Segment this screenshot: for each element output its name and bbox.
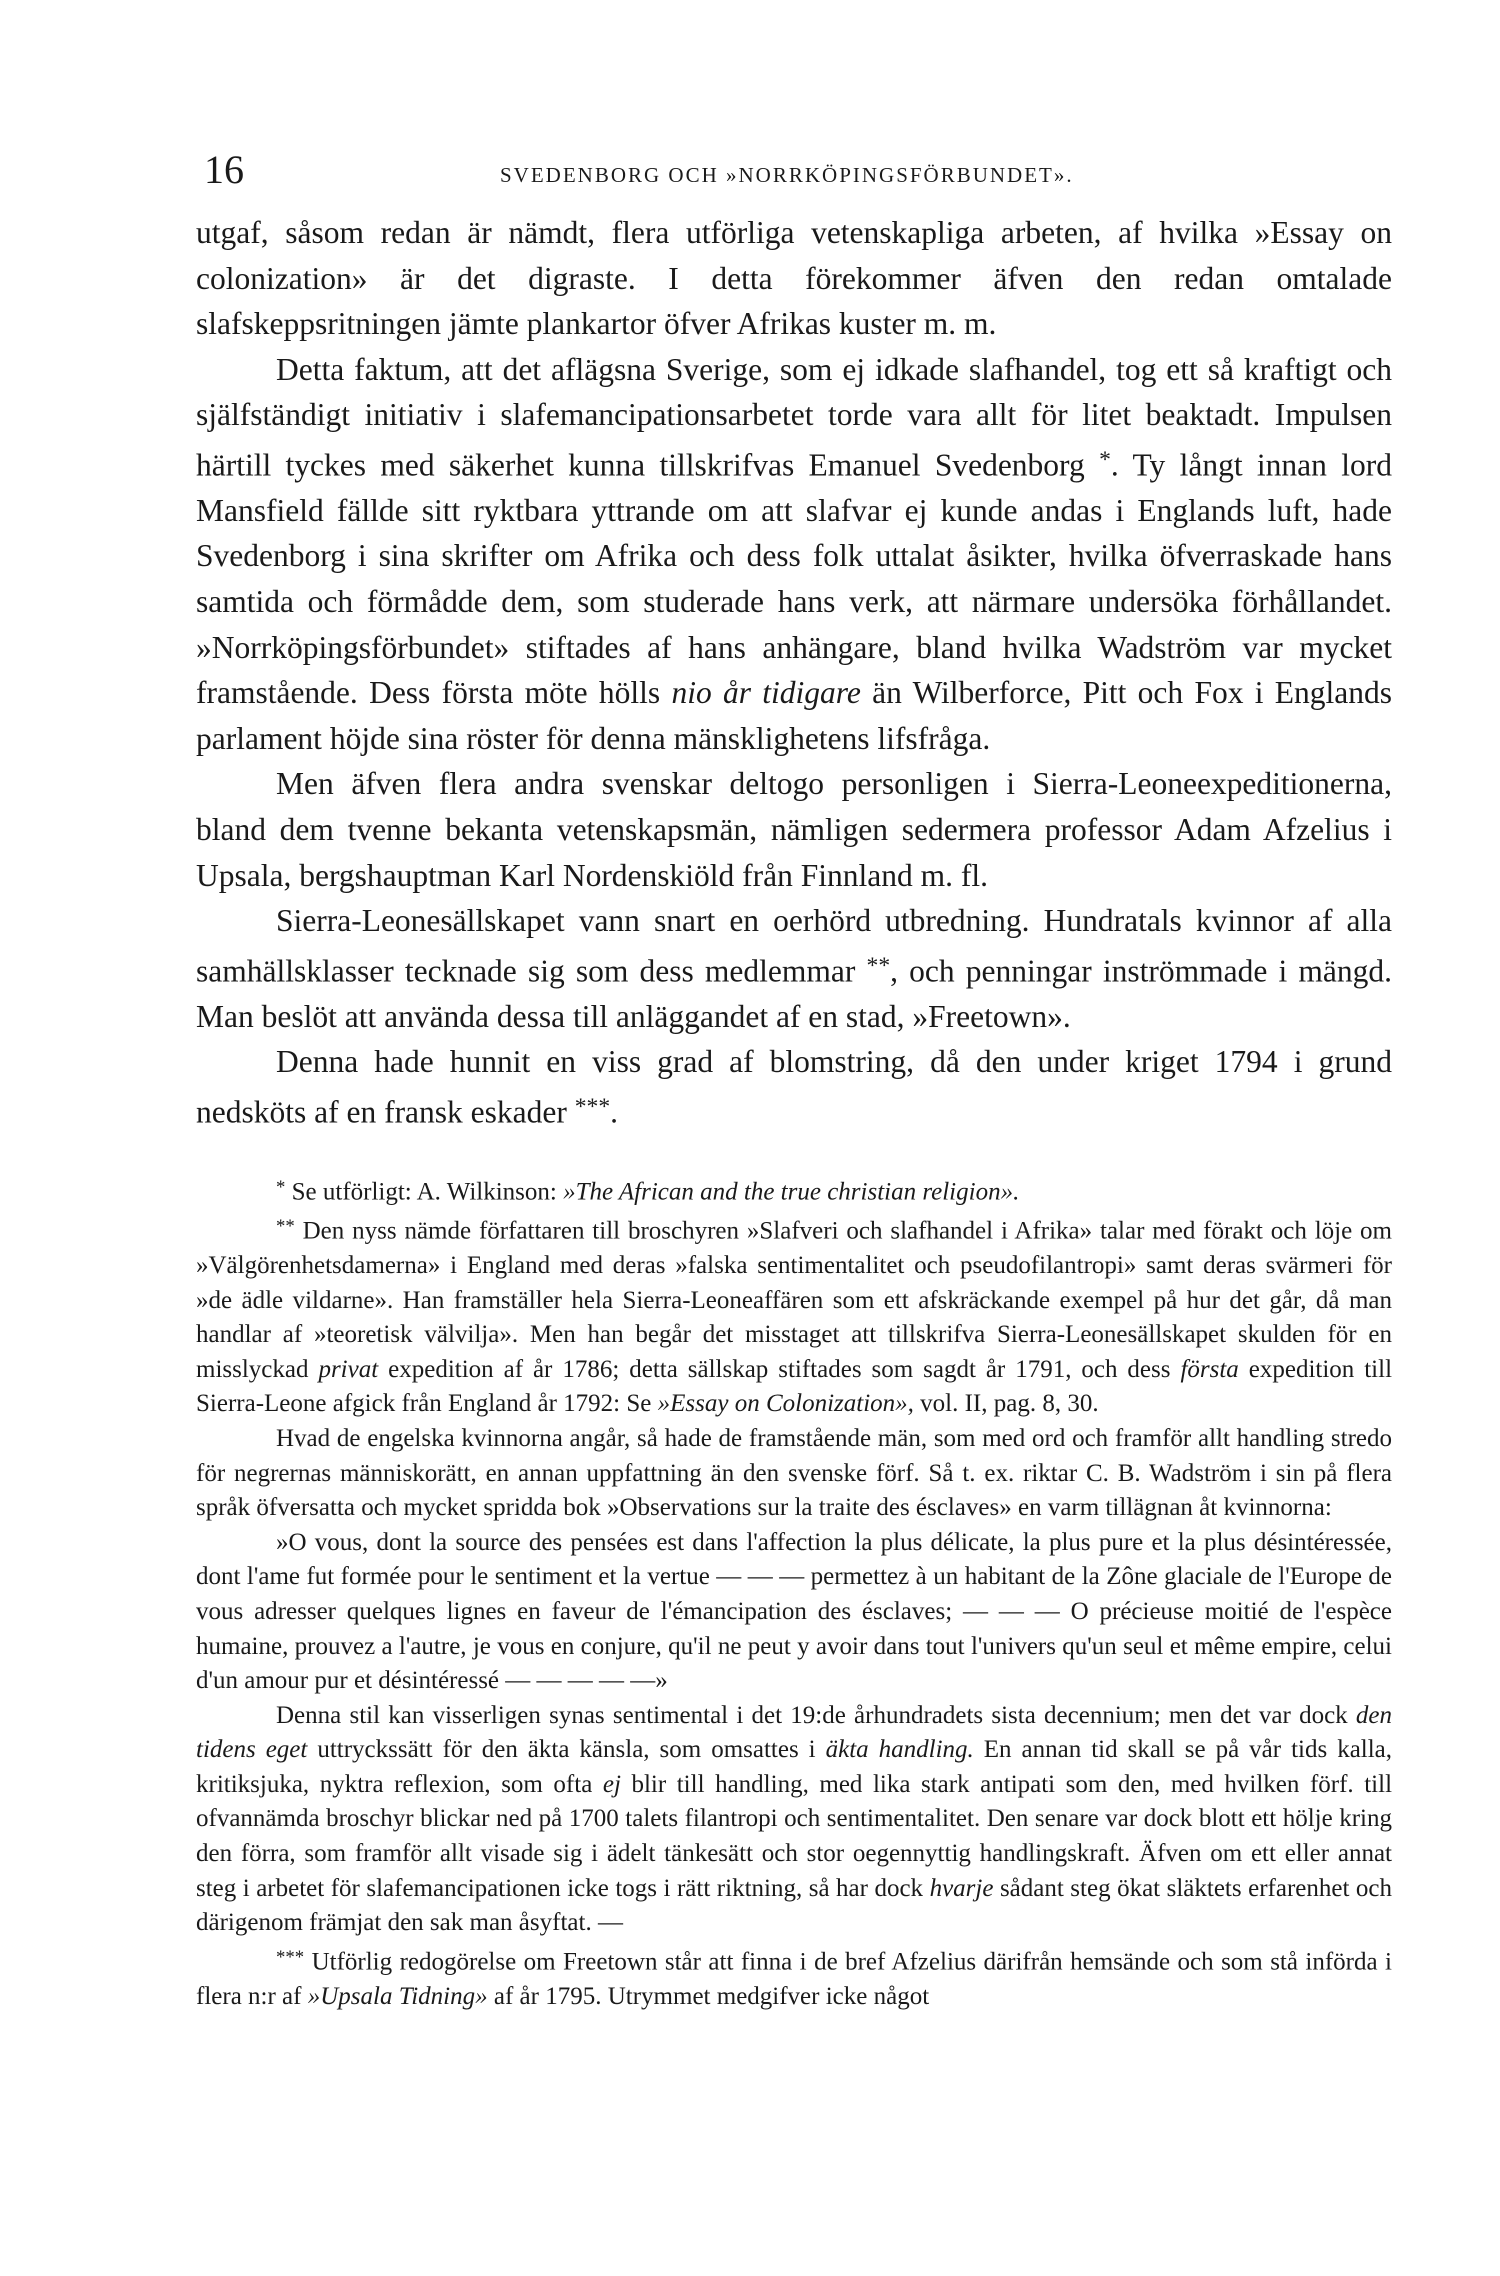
emphasis: första <box>1180 1355 1239 1383</box>
emphasis: privat <box>318 1355 379 1383</box>
french-quotation: »O vous, dont la source des pensées est dans l'affection la plus délicate, la plus pure et la plus désintéressée, dont l'ame fut formée pour le sentiment et la vertue — — — permettez à un habitant de la Zône glaciale de l'Europe de vous adresser quelques lignes en faveur de l'émancipation des ésclaves; — — — O précieuse moitié de l'espèce humaine, prouvez a l'autre, je vous en conjure, qu'il ne peut y avoir dans tout l'univers qu'un seul et même empire, celui d'un amour pur et désintéressé — — — — —» <box>196 1528 1392 1695</box>
paragraph: Denna hade hunnit en viss grad af blomstring, då den under kriget 1794 i grund nedsköts af en fransk eskader ***. <box>196 1044 1392 1130</box>
footnote-mark: *** <box>574 1093 611 1120</box>
paragraph: Sierra-Leonesällskapet vann snart en oerhörd utbredning. Hundratals kvinnor af alla samhällsklasser tecknade sig som dess medlemmar **, och penningar inströmmade i mängd. Man beslöt att använda dessa till anläggandet af en stad, »Freetown». <box>196 903 1393 1034</box>
emphasis: »Essay on Colonization», <box>657 1390 914 1418</box>
running-head: SVEDENBORG OCH »NORRKÖPINGSFÖRBUNDET». <box>500 163 1074 187</box>
footnote: * Se utförligt: A. Wilkinson: »The African and the true christian religion». <box>276 1176 1020 1206</box>
main-text <box>196 210 1392 1135</box>
footnote-mark: *** <box>276 1946 305 1968</box>
footnote-mark: * <box>1099 446 1111 473</box>
footnote-mark: ** <box>276 1215 295 1237</box>
footnote-paragraph: Hvad de engelska kvinnorna angår, så hade de framstående män, som med ord och framför allt handling stredo för negrernas människorätt, en annan uppfattning än den svenske förf. Så t. ex. riktar C. B. Wadström i sin på flera språk öfversatta och mycket spridda bok »Observations sur la traite des ésclaves» en varm tillägnan åt kvinnorna: <box>196 1424 1392 1522</box>
emphasis: »Upsala Tidning» <box>307 1983 488 2011</box>
footnote: ** Den nyss nämde författaren till broschyren »Slafveri och slafhandel i Afrika» talar med förakt och löje om »Välgörenhetsdamerna» i England med deras »falska sentimentalitet och pseudofilantropi» samt deras svärmeri för »de ädle vildarne». Han framställer hela Sierra-Leoneaffären som ett afskräckande exempel på hur det går, då man handlar af »teoretisk välvilja». Men han begår det misstaget att tillskrifva Sierra-Leonesällskapet skulden för en misslyckad privat expedition af år 1786; detta sällskap stiftades som sagdt år 1791, och dess första expedition till Sierra-Leone afgick från England år 1792: Se »Essay on Colonization», vol. II, pag. 8, 30. <box>196 1215 1393 1418</box>
footnotes <box>196 1171 1392 2015</box>
page-number: 16 <box>204 147 244 192</box>
footnote-paragraph: Denna stil kan visserligen synas sentimental i det 19:de århundradets sista decennium; men det var dock den tidens eget uttryckssätt för den äkta känsla, som omsattes i äkta handling. En annan tid skall se på vår tids kalla, kritiksjuka, nyktra reflexion, som ofta ej blir till handling, med lika stark antipati som den, med hvilken förf. till ofvannämda broschyr blickar ned på 1700 talets filantropi och sentimentalitet. Den senare var dock blott ett hölje kring den förra, som framför allt visade sig i ädelt tänkesätt och stor oegennyttig handlingskraft. Äfven om ett eller annat steg i arbetet för slafemancipationen icke togs i rätt riktning, så har dock hvarje sådant steg ökat släktets erfarenhet och därigenom främjat den sak man åsyftat. — <box>196 1701 1393 1937</box>
paragraph: utgaf, såsom redan är nämdt, flera utförliga vetenskapliga arbeten, af hvilka »Essay on colonization» är det digraste. I detta förekommer äfven den redan omtalade slafskeppsritningen jämte plankartor öfver Afrikas kuster m. m. <box>196 215 1392 342</box>
emphasis: ej <box>602 1770 621 1798</box>
paragraph: Men äfven flera andra svenskar deltogo personligen i Sierra-Leoneexpeditionerna, bland dem tvenne bekanta vetenskapsmän, nämligen sedermera professor Adam Afzelius i Upsala, bergshauptman Karl Nordenskiöld från Finnland m. fl. <box>196 766 1392 893</box>
emphasis: den tidens eget <box>196 1701 1393 1764</box>
emphasis: hvarje <box>929 1874 994 1902</box>
emphasis: nio år tidigare <box>671 675 861 711</box>
page <box>196 147 1393 2015</box>
emphasis: »The African and the true christian religion». <box>563 1178 1020 1206</box>
footnote-mark: * <box>276 1176 286 1198</box>
paragraph: Detta faktum, att det aflägsna Sverige, som ej idkade slafhandel, tog ett så kraftigt och själfständigt initiativ i slafemancipationsarbetet torde vara allt för litet beaktadt. Impulsen härtill tyckes med säkerhet kunna tillskrifvas Emanuel Svedenborg *. Ty långt innan lord Mansfield fällde sitt ryktbara yttrande om att slafvar ej kunde andas i Englands luft, hade Svedenborg i sina skrifter om Afrika och dess folk uttalat åsikter, hvilka öfverraskade hans samtida och förmådde dem, som studerade hans verk, att närmare undersöka förhållandet. »Norrköpingsförbundet» stiftades af hans anhängare, bland hvilka Wadström var mycket framstående. Dess första möte hölls nio år tidigare än Wilberforce, Pitt och Fox i Englands parlament höjde sina röster för denna mänsklighetens lifsfråga. <box>196 351 1393 756</box>
emphasis: äkta handling. <box>825 1736 974 1764</box>
footnote: *** Utförlig redogörelse om Freetown står att finna i de bref Afzelius därifrån hemsände och som stå införda i flera n:r af »Upsala Tidning» af år 1795. Utrymmet medgifver icke något <box>196 1946 1392 2011</box>
footnote-mark: ** <box>866 952 891 979</box>
page-header <box>196 147 1392 210</box>
